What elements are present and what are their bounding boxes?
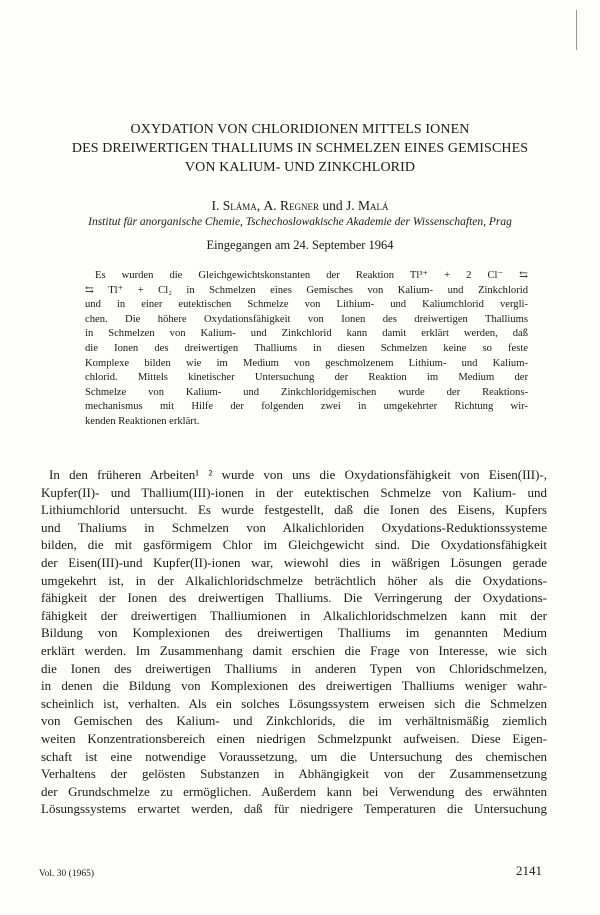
received-date: Eingegangen am 24. September 1964 (206, 238, 394, 252)
article-title (60, 120, 540, 177)
abstract-line: kenden Reaktionen erklärt. (85, 415, 200, 427)
body-line: In den früheren Arbeiten¹ ² wurde von uns die Oxydationsfähigkeit von Eisen(III)-, (49, 467, 547, 482)
body-line: in denen die Bildung von Komplexionen des dreiwertigen Thalliums weniger wahr- (41, 678, 547, 694)
body-line: scheinlich ist, verhalten. Als ein solches Lösungssystem erweisen sich die Schmelzen (41, 695, 547, 711)
author-separator: und (319, 198, 346, 213)
body-line: Lithiumchlorid untersucht. Es wurde festgestellt, daß die Ionen des Eisens, Kupfers (41, 502, 547, 518)
author-name: I. Sláma (211, 198, 257, 213)
body-line: bilden, die mit gasförmigem Chlor im Gleichgewicht sind. Die Oxydationsfähigkeit (41, 537, 547, 553)
body-line: der Grundschmelze zu ermöglichen. Außerdem kann bei Verwendung des erwähnten (41, 783, 547, 799)
scan-edge-mark (576, 10, 583, 50)
body-line: fähigkeit der dreiwertigen Thalliumionen in Alkalichloridschmelzen kann mit der (41, 607, 547, 623)
body-line: erklärt werden. Im Zusammenhang damit erschien die Frage von Interesse, wie sich (41, 642, 547, 658)
body-line: der Eisen(III)-und Kupfer(II)-ionen war, wiewohl dies in wäßrigen Lösungen gerade (41, 554, 547, 570)
abstract-line: und in einer eutektischen Schmelze von Lithium- und Kaliumchlorid vergli- (85, 299, 528, 311)
abstract-line: in Schmelzen von Kalium- und Zinkchlorid kann damit erklärt werden, daß (85, 328, 528, 340)
body-line: Kupfer(II)- und Thallium(III)-ionen in der eutektischen Schmelze von Kalium- und (41, 484, 547, 500)
author-name: A. Regner (263, 198, 319, 213)
page-number: 2141 (516, 863, 542, 878)
body-line: schaft ist eine notwendige Voraussetzung, um die Untersuchung des chemischen (41, 748, 547, 764)
body-paragraph (41, 466, 547, 818)
title-line: VON KALIUM- UND ZINKCHLORID (184, 160, 416, 175)
affiliation: Institut für anorganische Chemie, Tschechoslowakische Akademie der Wissenschaften, Prag (88, 216, 512, 228)
body-line: von Gemischen des Kalium- und Zinkchlorids, die im verhältnismäßig ziemlich (41, 713, 547, 729)
body-line: umgekehrt ist, in der Alkalichloridschmelze beträchtlich höher als die Oxydations- (41, 572, 547, 588)
body-line: Bildung von Komplexionen des dreiwertigen Thalliums im genannten Medium (41, 625, 547, 641)
abstract-line: mechanismus mit Hilfe der folgenden zwei in umgekehrter Richtung wir- (85, 401, 528, 413)
author-list (60, 197, 540, 215)
abstract-line: ⇆ Tl⁺ + Cl₂ in Schmelzen eines Gemisches von Kalium- und Zinkchlorid (85, 284, 528, 296)
author-name: J. Malá (346, 198, 389, 213)
body-line: und Thaliums in Schmelzen von Alkalichloriden Oxydations-Reduktionssysteme (41, 519, 547, 535)
abstract-line: die Ionen des dreiwertigen Thalliums in diesen Schmelzen keine so feste (85, 342, 528, 354)
abstract-line: Komplexe bilden wie im Medium von geschmolzenem Lithium- und Kalium- (85, 357, 528, 369)
body-line: Verhaltens der gelösten Substanzen in Abhängigkeit von der Zusammensetzung (41, 766, 547, 782)
abstract-line: Es wurden die Gleichgewichtskonstanten der Reaktion Tl³⁺ + 2 Cl⁻ ⇆ (95, 270, 528, 281)
abstract (85, 269, 528, 430)
body-line: weiten Konzentrationsbereich einen niedrigen Schmelzpunkt aufweisen. Diese Eigen- (41, 730, 547, 746)
abstract-line: chlorid. Mittels kinetischer Untersuchung der Reaktion im Medium der (85, 372, 528, 384)
author-separator: , (256, 198, 264, 213)
title-line: DES DREIWERTIGEN THALLIUMS IN SCHMELZEN EINES GEMISCHES (71, 141, 529, 156)
abstract-line: Schmelze von Kalium- und Zinkchloridgemischen wurde der Reaktions- (85, 386, 528, 398)
title-line: OXYDATION VON CHLORIDIONEN MITTELS IONEN (130, 122, 470, 137)
journal-volume: Vol. 30 (1965) (39, 869, 94, 879)
body-line: fähigkeit der Ionen des dreiwertigen Thalliums. Die Verringerung der Oxydations- (41, 590, 547, 606)
abstract-line: chen. Die höhere Oxydationsfähigkeit von Ionen des dreiwertigen Thalliums (85, 313, 528, 325)
body-line: Lösungssystems erwartet werden, daß für niedrigere Temperaturen die Untersuchung (41, 801, 547, 817)
body-line: die Ionen des dreiwertigen Thalliums in anderen Typen von Chloridschmelzen, (41, 660, 547, 676)
